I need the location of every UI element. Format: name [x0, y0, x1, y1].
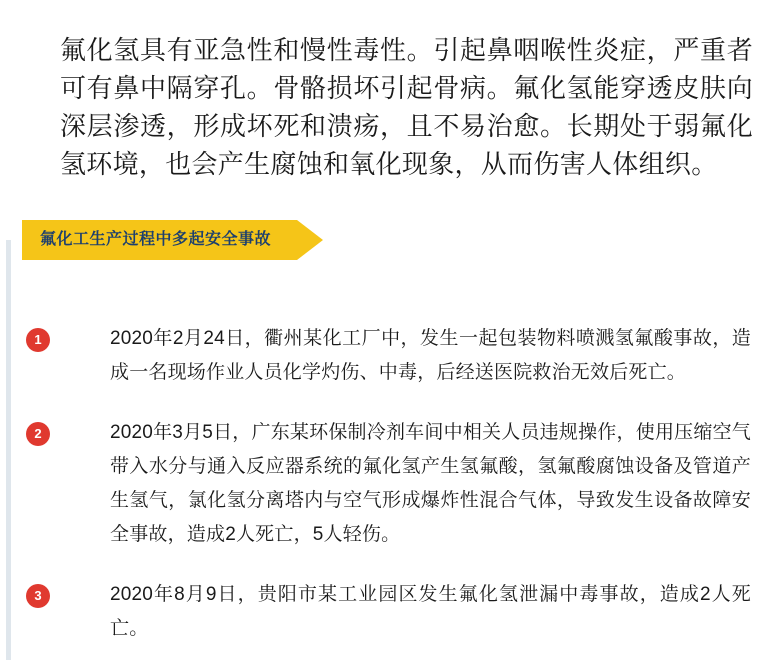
incident-list — [0, 322, 779, 646]
section-banner: 氟化工生产过程中多起安全事故 — [22, 220, 297, 260]
list-item — [26, 416, 751, 552]
list-item — [26, 322, 751, 390]
incident-text: 2020年3月5日，广东某环保制冷剂车间中相关人员违规操作，使用压缩空气带入水分与通入反应器系统的氟化氢产生氢氟酸，氢氟酸腐蚀设备及管道产生氢气，氯化氢分离塔内与空气形成爆炸性混合气体，导致发生设备故障安全事故，造成2人死亡，5人轻伤。 — [110, 422, 751, 545]
list-item — [26, 578, 751, 646]
document-page — [0, 26, 779, 669]
incident-number-badge: 2 — [26, 422, 50, 446]
left-accent-rail — [6, 240, 11, 660]
incident-text: 2020年2月24日，衢州某化工厂中，发生一起包装物料喷溅氢氟酸事故，造成一名现场作业人员化学灼伤、中毒，后经送医院救治无效后死亡。 — [110, 328, 751, 383]
section-banner-container — [0, 220, 779, 266]
intro-paragraph: 氟化氢具有亚急性和慢性毒性。引起鼻咽喉性炎症，严重者可有鼻中隔穿孔。骨骼损坏引起骨病。氟化氢能穿透皮肤向深层渗透，形成坏死和溃疡，且不易治愈。长期处于弱氟化氢环境，也会产生腐蚀和氧化现象，从而伤害人体组织。 — [60, 36, 753, 179]
incident-number-badge: 3 — [26, 584, 50, 608]
incident-text: 2020年8月9日，贵阳市某工业园区发生氟化氢泄漏中毒事故，造成2人死亡。 — [110, 584, 751, 639]
incident-number-badge: 1 — [26, 328, 50, 352]
